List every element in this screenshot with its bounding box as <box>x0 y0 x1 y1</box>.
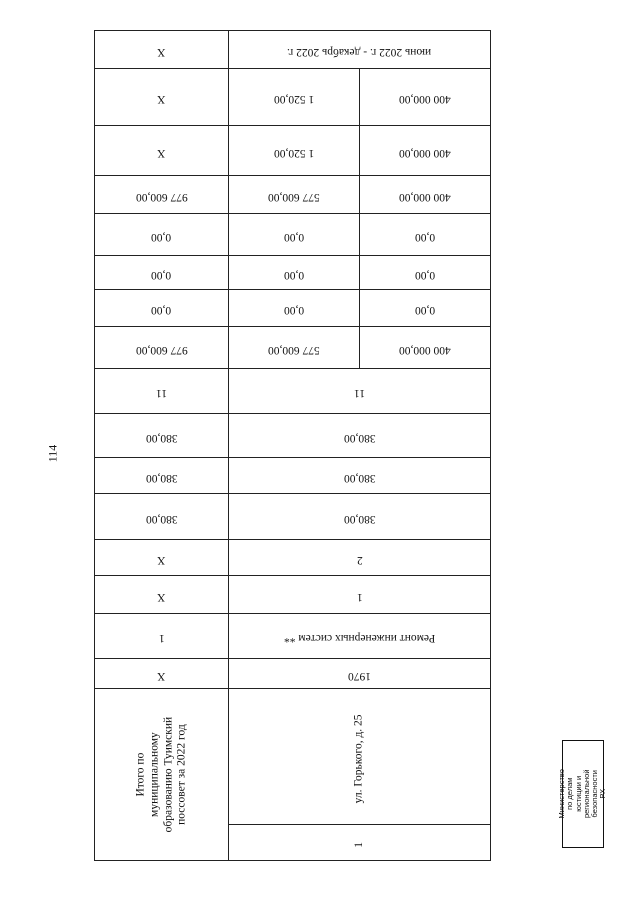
table-cell: 380,00 <box>229 414 491 458</box>
table-cell: 1 <box>229 576 491 614</box>
table-cell: 0,00 <box>95 256 229 290</box>
table-row <box>95 659 491 689</box>
total-label: Итого по муниципальному образованию Туимский поссовет за 2022 год <box>133 716 188 833</box>
table-cell: 0,00 <box>229 256 360 290</box>
table-cell: 11 <box>95 369 229 414</box>
table-row <box>95 176 491 214</box>
table-cell: 1 520,00 <box>229 126 360 176</box>
table-cell: X <box>95 126 229 176</box>
table-row <box>95 614 491 659</box>
table-row <box>95 126 491 176</box>
table-cell: 400 000,00 <box>360 69 491 126</box>
table-cell: 11 <box>229 369 491 414</box>
table-row <box>95 214 491 256</box>
table-cell: 0,00 <box>360 256 491 290</box>
table-row <box>95 290 491 327</box>
table-cell: июнь 2022 г. - декабрь 2022 г. <box>229 31 491 69</box>
address: ул. Горького, д. 25 <box>352 713 365 803</box>
table-row <box>95 458 491 494</box>
table-cell: X <box>95 69 229 126</box>
table-cell: 1970 <box>229 659 491 689</box>
table-cell: 380,00 <box>229 458 491 494</box>
page-number: 114 <box>45 444 60 463</box>
report-table <box>94 30 491 861</box>
table-cell: 380,00 <box>229 494 491 540</box>
stamp-text: Министерство по делам юстиции и региональной безопасности РХ <box>557 769 608 819</box>
table-row <box>95 31 491 69</box>
table-cell: X <box>95 540 229 576</box>
table-cell: 1 520,00 <box>229 69 360 126</box>
row-index: 1 <box>352 841 365 848</box>
table-cell: 0,00 <box>229 290 360 327</box>
table-row <box>95 494 491 540</box>
table-cell: 2 <box>229 540 491 576</box>
table-row <box>95 414 491 458</box>
table-cell: 977 600,00 <box>95 327 229 369</box>
index-cell <box>229 825 491 861</box>
table-cell: X <box>95 576 229 614</box>
table-cell: 0,00 <box>229 214 360 256</box>
total-label-cell <box>95 689 229 861</box>
table-row <box>95 327 491 369</box>
table-cell: X <box>95 31 229 69</box>
ministry-stamp <box>557 740 608 848</box>
table-row <box>95 540 491 576</box>
table-cell: X <box>95 659 229 689</box>
table-cell: 1 <box>95 614 229 659</box>
table-cell: 0,00 <box>95 214 229 256</box>
table-cell: 0,00 <box>360 214 491 256</box>
table-row <box>95 69 491 126</box>
table-cell: 977 600,00 <box>95 176 229 214</box>
table-row <box>95 689 491 825</box>
table-row <box>95 576 491 614</box>
table-cell: 400 000,00 <box>360 126 491 176</box>
address-cell <box>229 689 491 825</box>
table-cell: 0,00 <box>360 290 491 327</box>
table-cell: 400 000,00 <box>360 176 491 214</box>
table-row <box>95 369 491 414</box>
table-cell: 380,00 <box>95 458 229 494</box>
table-cell: 577 600,00 <box>229 327 360 369</box>
table-cell: 0,00 <box>95 290 229 327</box>
table-cell: 380,00 <box>95 414 229 458</box>
table-cell: 400 000,00 <box>360 327 491 369</box>
table-cell: Ремонт инженерных систем ** <box>229 614 491 659</box>
table-cell: 577 600,00 <box>229 176 360 214</box>
table-cell: 380,00 <box>95 494 229 540</box>
table-row <box>95 256 491 290</box>
